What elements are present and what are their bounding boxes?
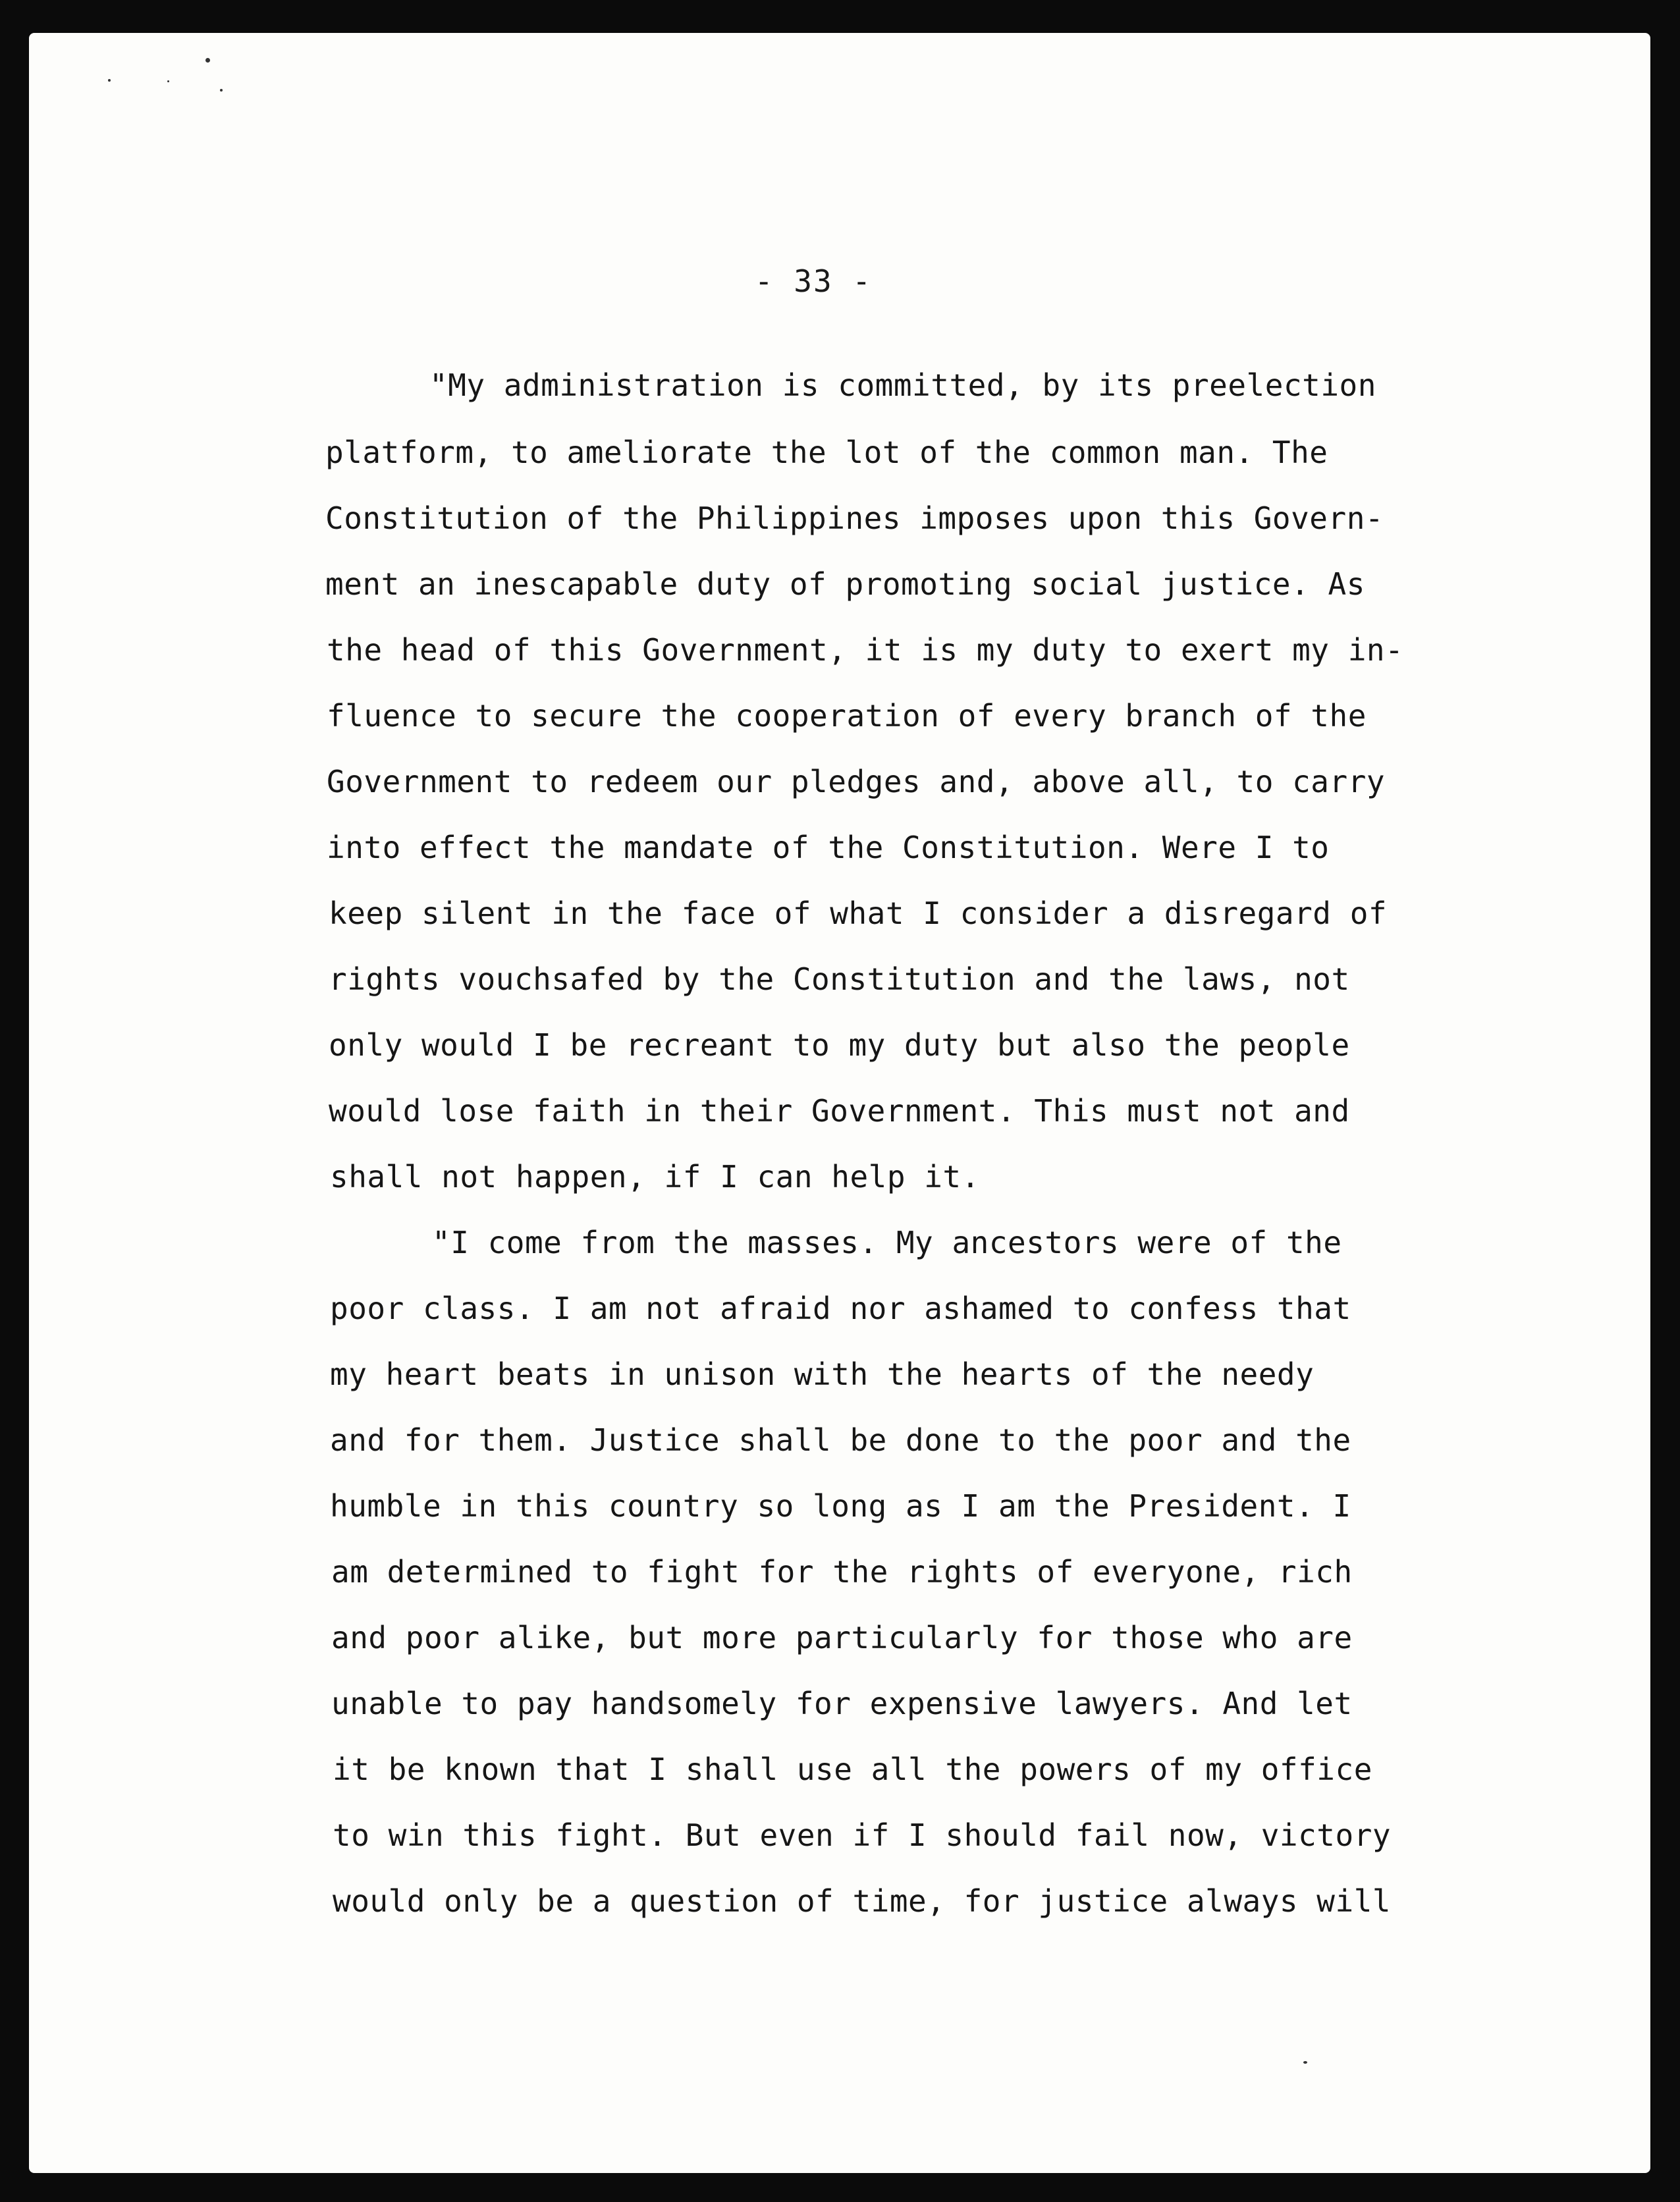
dust-speck — [1303, 2061, 1307, 2064]
text-line: it be known that I shall use all the powers of my office — [333, 1752, 1372, 1787]
text-line: and poor alike, but more particularly for those who are — [331, 1620, 1353, 1655]
dust-speck — [220, 89, 223, 92]
text-line: my heart beats in unison with the hearts of the needy — [330, 1356, 1314, 1392]
text-line: poor class. I am not afraid nor ashamed to confess that — [330, 1291, 1351, 1326]
text-line: am determined to fight for the rights of everyone, rich — [331, 1554, 1353, 1590]
page-number: - 33 - — [754, 263, 873, 299]
text-line: humble in this country so long as I am the President. I — [330, 1488, 1351, 1524]
text-line: keep silent in the face of what I consider a disregard of — [329, 896, 1388, 931]
text-line: rights vouchsafed by the Constitution and the laws, not — [329, 961, 1350, 997]
text-line: "My administration is committed, by its preelection — [429, 367, 1376, 403]
text-line: would only be a question of time, for justice always will — [333, 1883, 1392, 1919]
dust-speck — [108, 79, 111, 82]
text-line: shall not happen, if I can help it. — [330, 1159, 980, 1195]
text-line: fluence to secure the cooperation of every branch of the — [327, 698, 1367, 734]
text-line: Government to redeem our pledges and, above all, to carry — [327, 764, 1386, 799]
text-line: and for them. Justice shall be done to the poor and the — [330, 1422, 1351, 1458]
text-line: the head of this Government, it is my duty to exert my in- — [327, 632, 1404, 668]
text-line: unable to pay handsomely for expensive lawyers. And let — [331, 1686, 1353, 1721]
dust-speck — [205, 58, 210, 63]
text-line: ment an inescapable duty of promoting social justice. As — [325, 566, 1365, 602]
text-line: Constitution of the Philippines imposes upon this Govern- — [325, 500, 1384, 536]
text-line: into effect the mandate of the Constitution. Were I to — [327, 830, 1330, 865]
text-line: would lose faith in their Government. This must not and — [329, 1093, 1350, 1129]
dust-speck — [167, 80, 169, 82]
paper-sheet — [29, 33, 1650, 2173]
text-line: "I come from the masses. My ancestors were of the — [432, 1225, 1342, 1260]
text-line: only would I be recreant to my duty but also the people — [329, 1027, 1350, 1063]
text-line: to win this fight. But even if I should fail now, victory — [333, 1817, 1392, 1853]
text-line: platform, to ameliorate the lot of the common man. The — [325, 435, 1328, 470]
